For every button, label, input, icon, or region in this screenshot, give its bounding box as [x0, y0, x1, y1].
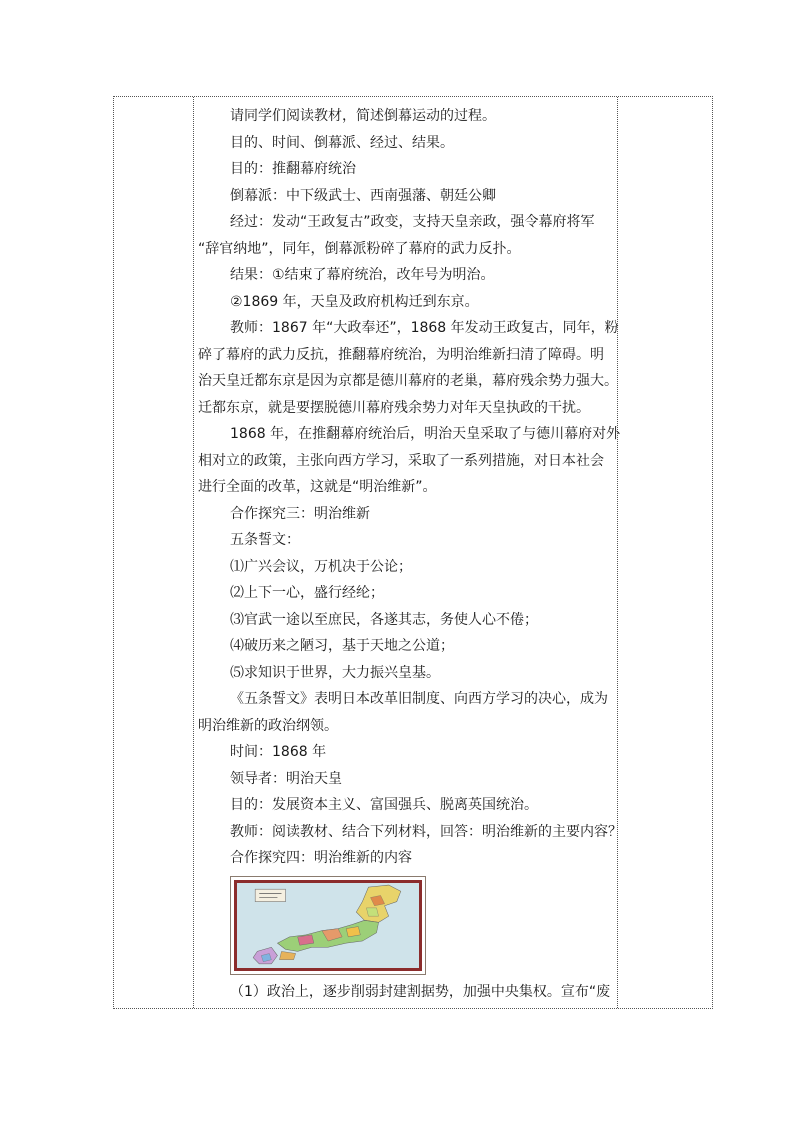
text-line: 倒幕派：中下级武士、西南强藩、朝廷公卿	[230, 187, 496, 204]
table-right-column	[617, 97, 712, 1008]
map-frame	[234, 880, 422, 971]
text-line: 进行全面的改革，这就是“明治维新”。	[198, 479, 437, 495]
text-line: 时间：1868 年	[230, 744, 327, 760]
table-left-column	[114, 97, 194, 1008]
text-line: 合作探究四：明治维新的内容	[230, 850, 412, 866]
oath-item: ⑸求知识于世界，大力振兴皇基。	[230, 664, 440, 681]
text-line: 经过：发动“王政复古”政变，支持天皇亲政，强令幕府将军	[230, 214, 595, 230]
text-line: 1868 年，在推翻幕府统治后，明治天皇采取了与德川幕府对外	[230, 426, 621, 442]
text-line: 《五条誓文》表明日本改革旧制度、向西方学习的决心，成为	[230, 691, 608, 707]
text-line: ②1869 年，天皇及政府机构迁到东京。	[230, 293, 479, 310]
text-line: 相对立的政策，主张向西方学习，采取了一系列措施，对日本社会	[198, 452, 604, 469]
oath-item: ⑵上下一心，盛行经纶；	[230, 585, 384, 601]
text-line: 目的：发展资本主义、富国强兵、脱离英国统治。	[230, 797, 538, 813]
text-line: 教师：阅读教材、结合下列材料，回答：明治维新的主要内容？	[230, 823, 622, 840]
text-line: 碎了幕府的武力反抗，推翻幕府统治，为明治维新扫清了障碍。明	[198, 346, 604, 363]
text-line: 结果：①结束了幕府统治，改年号为明治。	[230, 267, 495, 283]
text-line: 治天皇迁都东京是因为京都是德川幕府的老巢，幕府残余势力强大。	[198, 373, 618, 389]
japan-map-image	[230, 876, 426, 975]
lesson-table	[113, 96, 713, 1009]
text-line: 迁都东京，就是要摆脱德川幕府残余势力对年天皇执政的干扰。	[198, 399, 590, 416]
oath-item: ⑶官武一途以至庶民，各遂其志，务使人心不倦；	[230, 611, 538, 628]
text-line: 合作探究三：明治维新	[230, 505, 370, 522]
table-content-column	[198, 103, 622, 1005]
text-line: 目的：推翻幕府统治	[230, 161, 356, 177]
text-line: 目的、时间、倒幕派、经过、结果。	[230, 134, 454, 151]
oath-item: ⑷破历来之陋习，基于天地之公道；	[230, 638, 454, 654]
text-line: 请同学们阅读教材，简述倒幕运动的过程。	[230, 108, 496, 124]
japan-map-graphic	[237, 883, 419, 968]
text-line: 五条誓文：	[230, 532, 300, 548]
text-line: （1）政治上，逐步削弱封建割据势，加强中央集权。宣布“废	[230, 983, 611, 1000]
text-line: 教师：1867 年“大政奉还”，1868 年发动王政复古，同年，粉	[230, 320, 619, 336]
oath-item: ⑴广兴会议，万机决于公论；	[230, 558, 412, 575]
text-line: 明治维新的政治纲领。	[198, 717, 338, 734]
text-line: “辞官纳地”，同年，倒幕派粉碎了幕府的武力反扑。	[198, 240, 521, 257]
text-line: 领导者：明治天皇	[230, 770, 342, 787]
